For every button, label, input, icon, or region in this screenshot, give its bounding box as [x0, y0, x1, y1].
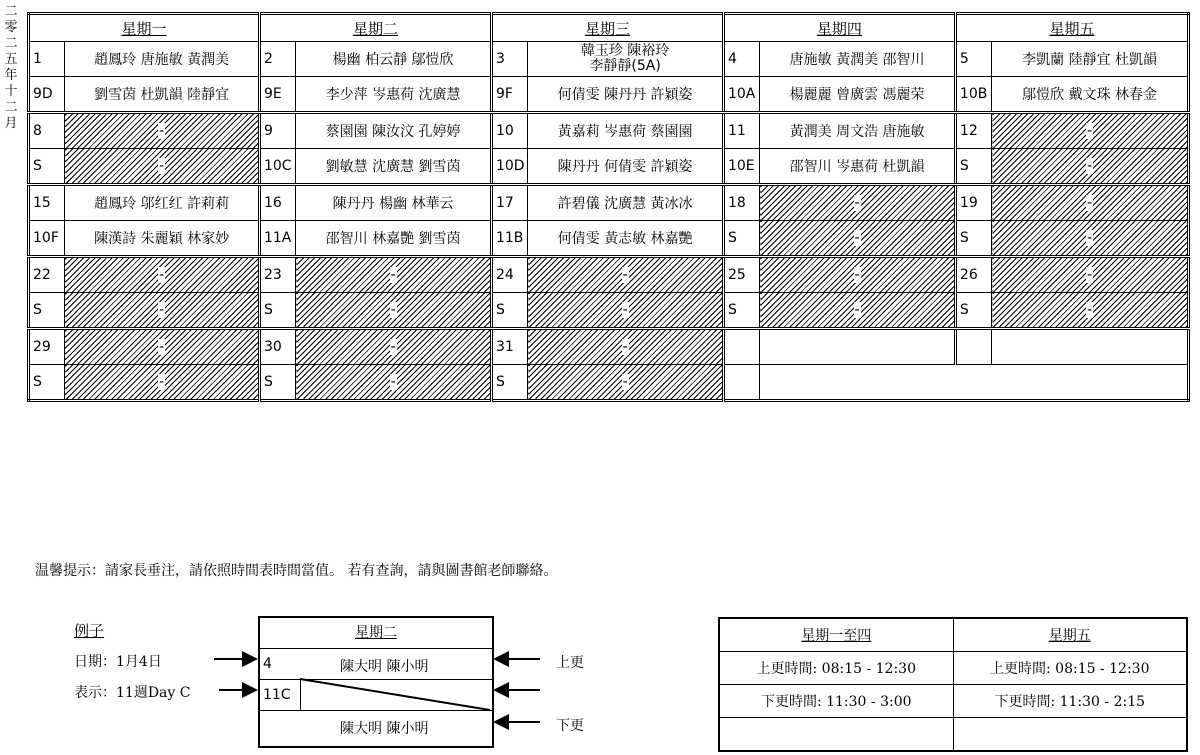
- day-number: S: [723, 293, 759, 329]
- times-header: 星期一至四: [719, 618, 953, 652]
- times-cell: 上更時間: 08:15 - 12:30: [953, 652, 1187, 685]
- duty-names: 韓玉珍 陳裕玲 李靜靜(5A): [528, 42, 724, 77]
- day-number: 10E: [723, 149, 759, 185]
- no-duty-cell: -: [760, 293, 956, 329]
- day-number: 12: [955, 113, 991, 149]
- example-title: 例子: [74, 622, 105, 640]
- no-duty-cell: -: [528, 329, 724, 365]
- no-duty-cell: -: [296, 329, 492, 365]
- empty-cell: [760, 365, 1189, 401]
- duty-names: 邵智川 林嘉艷 劉雪茵: [296, 221, 492, 257]
- day-number: 19: [955, 185, 991, 221]
- duty-calendar: [27, 12, 1190, 402]
- weekday-header: 星期五: [955, 14, 1188, 42]
- duty-names: 趙鳳玲 邬红红 許莉莉: [65, 185, 260, 221]
- no-duty-cell: -: [528, 293, 724, 329]
- example-box: [258, 616, 494, 748]
- vertical-char: 零: [4, 20, 18, 35]
- times-cell: [719, 718, 953, 752]
- day-number: S: [259, 293, 295, 329]
- day-number: S: [491, 293, 527, 329]
- no-duty-cell: -: [528, 365, 724, 401]
- calendar-row: [29, 329, 1189, 365]
- day-number: 18: [723, 185, 759, 221]
- day-number: S: [29, 149, 65, 185]
- day-number: 5: [955, 42, 991, 77]
- no-duty-cell: -: [65, 329, 260, 365]
- calendar-row: [29, 113, 1189, 149]
- duty-names: 劉雪茵 杜凱韻 陸靜宜: [65, 77, 260, 113]
- day-number: 11A: [259, 221, 295, 257]
- no-duty-cell: -: [992, 185, 1189, 221]
- duty-names: 黃嘉莉 岑惠荷 蔡園園: [528, 113, 724, 149]
- no-duty-cell: -: [992, 149, 1189, 185]
- day-number: [723, 329, 759, 365]
- weekday-header: 星期四: [723, 14, 955, 42]
- day-number: S: [259, 365, 295, 401]
- weekday-header-row: [29, 14, 1189, 42]
- day-number: 17: [491, 185, 527, 221]
- times-header: 星期五: [953, 618, 1187, 652]
- day-number: [955, 329, 991, 365]
- example-names: 陳大明 陳小明: [340, 721, 429, 737]
- day-number: 22: [29, 257, 65, 293]
- day-number: 15: [29, 185, 65, 221]
- day-number: 1: [29, 42, 65, 77]
- calendar-row: [29, 77, 1189, 113]
- day-number: 10: [491, 113, 527, 149]
- example-row-class: [260, 680, 492, 711]
- times-cell: 上更時間: 08:15 - 12:30: [719, 652, 953, 685]
- day-number: 8: [29, 113, 65, 149]
- duty-names: 趙鳳玲 唐施敏 黃潤美: [65, 42, 260, 77]
- weekday-header: 星期二: [259, 14, 491, 42]
- empty-cell: [992, 329, 1189, 365]
- calendar-row: [29, 42, 1189, 77]
- no-duty-cell: -: [65, 293, 260, 329]
- no-duty-cell: -: [992, 257, 1189, 293]
- day-number: 2: [259, 42, 295, 77]
- day-number: 10B: [955, 77, 991, 113]
- times-cell: 下更時間: 11:30 - 2:15: [953, 685, 1187, 718]
- duty-names: 鄔愷欣 戴文珠 林春金: [992, 77, 1189, 113]
- notice-text: 温馨提示：請家長垂注，請依照時間表時間當值。 若有查詢，請與圖書館老師聯絡。: [35, 563, 558, 579]
- example-show-label: 表示：11週Day C: [74, 685, 191, 701]
- duty-names: 劉敏慧 沈廣慧 劉雪茵: [296, 149, 492, 185]
- duty-names: 黃潤美 周文浩 唐施敏: [760, 113, 956, 149]
- day-number: 24: [491, 257, 527, 293]
- calendar-row: [29, 293, 1189, 329]
- duty-names: 李凱蘭 陸靜宜 杜凱韻: [992, 42, 1189, 77]
- weekday-header: 星期三: [491, 14, 723, 42]
- duty-names: 邵智川 岑惠荷 杜凱韻: [760, 149, 956, 185]
- no-duty-cell: -: [65, 149, 260, 185]
- vertical-char: 十: [4, 84, 18, 99]
- day-number: 23: [259, 257, 295, 293]
- day-number: 31: [491, 329, 527, 365]
- weekday-header: 星期一: [29, 14, 260, 42]
- example-names: 陳大明 陳小明: [340, 659, 429, 675]
- lower-shift-label: 下更: [556, 718, 584, 734]
- day-number: 4: [723, 42, 759, 77]
- no-duty-cell: -: [296, 257, 492, 293]
- day-number: 9E: [259, 77, 295, 113]
- day-number: 9D: [29, 77, 65, 113]
- day-number: S: [29, 293, 65, 329]
- vertical-char: 五: [4, 52, 18, 67]
- calendar-row: [29, 185, 1189, 221]
- duty-names: 唐施敏 黃潤美 邵智川: [760, 42, 956, 77]
- calendar-row: [29, 365, 1189, 401]
- calendar-row: [29, 221, 1189, 257]
- vertical-char: 二: [4, 4, 18, 19]
- shift-times-table: [718, 617, 1188, 752]
- duty-names: 蔡園園 陳汝汶 孔婷婷: [296, 113, 492, 149]
- calendar-row: [29, 149, 1189, 185]
- no-duty-cell: -: [65, 365, 260, 401]
- no-duty-cell: -: [296, 293, 492, 329]
- vertical-char: 年: [4, 68, 18, 83]
- duty-names: 陳丹丹 楊幽 林華云: [296, 185, 492, 221]
- day-number: S: [955, 149, 991, 185]
- day-number: 10F: [29, 221, 65, 257]
- day-number: 11B: [491, 221, 527, 257]
- example-date-label: 日期：1月4日: [74, 654, 162, 670]
- day-number: S: [491, 365, 527, 401]
- no-duty-cell: -: [760, 221, 956, 257]
- times-cell: [953, 718, 1187, 752]
- duty-names: 何倩雯 陳丹丹 許穎姿: [528, 77, 724, 113]
- no-duty-cell: -: [992, 113, 1189, 149]
- vertical-char: 二: [4, 100, 18, 115]
- example-class-code: 11C: [263, 687, 291, 703]
- day-number: 10A: [723, 77, 759, 113]
- day-number: S: [955, 221, 991, 257]
- duty-names: 陳丹丹 何倩雯 許穎姿: [528, 149, 724, 185]
- vertical-date-label: [2, 4, 20, 132]
- day-number: S: [29, 365, 65, 401]
- day-number: 16: [259, 185, 295, 221]
- day-number: 10D: [491, 149, 527, 185]
- day-number: [723, 365, 759, 401]
- no-duty-cell: -: [65, 257, 260, 293]
- times-cell: 下更時間: 11:30 - 3:00: [719, 685, 953, 718]
- day-number: S: [955, 293, 991, 329]
- day-number: 9F: [491, 77, 527, 113]
- day-number: 10C: [259, 149, 295, 185]
- empty-cell: [760, 329, 956, 365]
- example-row-upper: [260, 649, 492, 680]
- day-number: S: [723, 221, 759, 257]
- day-number: 11: [723, 113, 759, 149]
- no-duty-cell: -: [992, 221, 1189, 257]
- duty-names: 許碧儀 沈廣慧 黃冰冰: [528, 185, 724, 221]
- day-number: 9: [259, 113, 295, 149]
- duty-names: 楊麗麗 曾廣雲 馮麗荣: [760, 77, 956, 113]
- no-duty-cell: -: [528, 257, 724, 293]
- day-number: 25: [723, 257, 759, 293]
- upper-shift-label: 上更: [556, 655, 584, 671]
- example-day-number: 4: [263, 656, 272, 672]
- calendar-row: [29, 257, 1189, 293]
- example-weekday: 星期二: [260, 618, 492, 649]
- vertical-char: 月: [4, 116, 18, 131]
- no-duty-cell: -: [992, 293, 1189, 329]
- day-number: 29: [29, 329, 65, 365]
- day-number: 30: [259, 329, 295, 365]
- no-duty-cell: -: [760, 185, 956, 221]
- duty-names: 楊幽 柏云靜 鄔愷欣: [296, 42, 492, 77]
- vertical-char: 二: [4, 36, 18, 51]
- no-duty-cell: -: [65, 113, 260, 149]
- day-number: 26: [955, 257, 991, 293]
- no-duty-cell: -: [296, 365, 492, 401]
- duty-names: 何倩雯 黃志敏 林嘉艷: [528, 221, 724, 257]
- day-number: 3: [491, 42, 527, 77]
- duty-names: 李少萍 岑惠荷 沈廣慧: [296, 77, 492, 113]
- duty-names: 陳漢詩 朱麗穎 林家妙: [65, 221, 260, 257]
- example-row-lower: [260, 711, 492, 744]
- no-duty-cell: -: [760, 257, 956, 293]
